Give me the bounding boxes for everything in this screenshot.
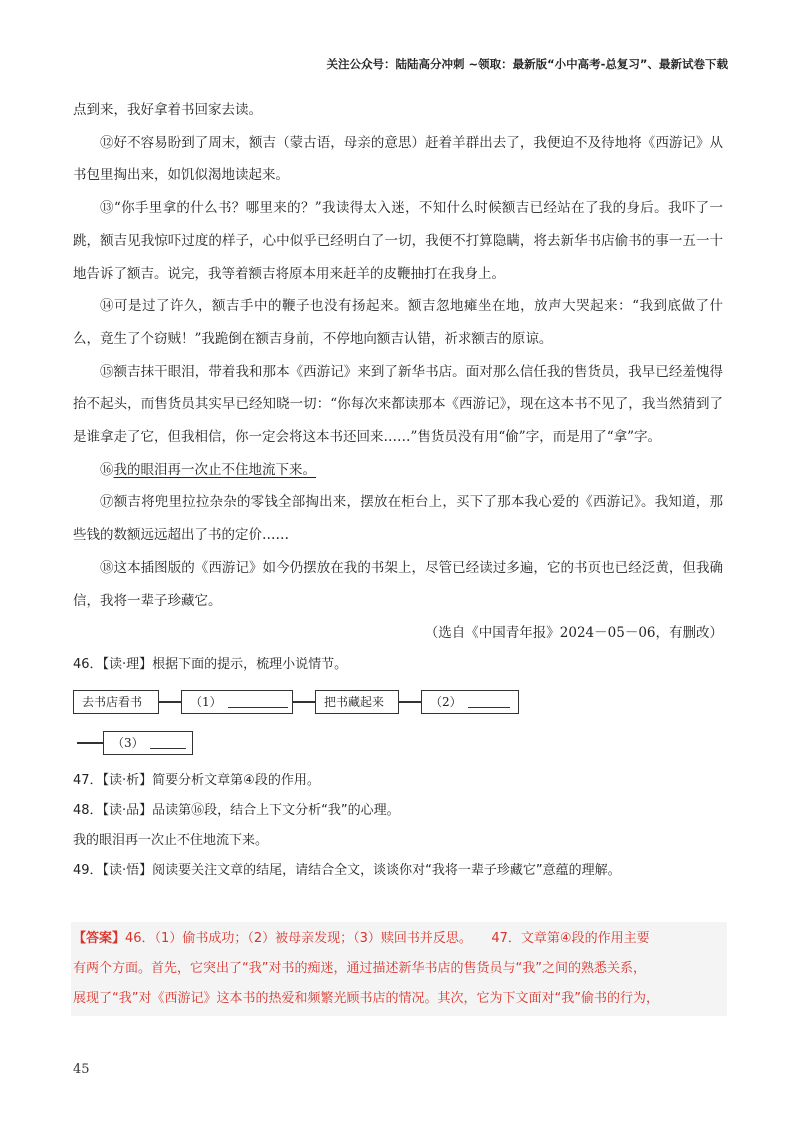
flow-box-1: 去书店看书 <box>73 690 159 714</box>
question-46: 46．【读·理】根据下面的提示，梳理小说情节。 <box>73 657 348 672</box>
questions <box>73 654 733 676</box>
answer-line-2: 有两个方面。首先，它突出了“我”对书的痴迷，通过描述新华书店的售货员与“我”之间的熟悉关系， <box>73 961 646 976</box>
plot-flowchart <box>73 690 533 758</box>
paragraph-16 <box>73 454 723 487</box>
paragraph-16-underlined: 我的眼泪再一次止不住地流下来。 <box>113 461 316 478</box>
paragraph-12: ⑫好不容易盼到了周末，额吉（蒙古语，母亲的意思）赶着羊群出去了，我便迫不及待地将《西游记》从书包里掏出来，如饥似渴地读起来。 <box>73 134 723 184</box>
flow-box-4 <box>421 690 519 714</box>
paragraph-15: ⑮额吉抹干眼泪，带着我和那本《西游记》来到了新华书店。面对那么信任我的售货员，我早已经羞愧得抬不起头，而售货员其实早已经知晓一切：“你每次来都读那本《西游记》，现在这本书不见了，我当然猜到了是谁拿走了它，但我相信，你一定会将这本书还回来……”售货员没有用“偷”字，而是用了“拿”字。 <box>73 363 723 446</box>
answer-line-3: 展现了“我”对《西游记》这本书的热爱和频繁光顾书店的情况。其次，它为下文面对“我”偷书的行为， <box>73 991 659 1006</box>
flow-box-3: 把书藏起来 <box>315 690 399 714</box>
source-citation: （选自《中国青年报》2024－05－06，有删改） <box>424 625 723 642</box>
question-49: 49．【读·悟】阅读要关注文章的结尾，请结合全文，谈谈你对“我将一辈子珍藏它”意蕴的理解。 <box>73 863 621 878</box>
paragraph-14: ⑭可是过了许久，额吉手中的鞭子也没有扬起来。额吉忽地瘫坐在地，放声大哭起来：“我到底做了什么，竟生了个窃贼！”我跪倒在额吉身前，不停地向额吉认错，祈求额吉的原谅。 <box>73 298 723 347</box>
paragraph-18: ⑱这本插图版的《西游记》如今仍摆放在我的书架上，尽管已经读过多遍，它的书页也已经泛黄，但我确信，我将一辈子珍藏它。 <box>73 559 723 609</box>
answer-tag: 【答案】 <box>73 931 126 946</box>
questions-continued <box>73 770 733 882</box>
question-48-quote: 我的眼泪再一次止不住地流下来。 <box>73 833 269 848</box>
flow-connector <box>77 742 103 744</box>
answer-blank[interactable] <box>468 693 510 708</box>
flow-connector <box>159 701 181 703</box>
page-header: 关注公众号：陆陆高分冲刺 ~领取：最新版“小中高考-总复习”、最新试卷下载 <box>326 57 728 71</box>
flow-box-4-label: （2） <box>430 695 462 709</box>
question-48: 48．【读·品】品读第⑯段，结合上下文分析“我”的心理。 <box>73 803 400 818</box>
question-47: 47．【读·析】简要分析文章第④段的作用。 <box>73 773 320 788</box>
answer-blank[interactable] <box>228 693 288 708</box>
paragraph-17: ⑰额吉将兜里拉拉杂杂的零钱全部掏出来，摆放在柜台上，买下了那本我心爱的《西游记》。我知道，那些钱的数额远远超出了书的定价…… <box>73 494 723 544</box>
flow-box-2 <box>181 690 293 714</box>
flow-box-5 <box>103 731 193 755</box>
paragraph-16-number: ⑯ <box>100 461 114 478</box>
answer-line-1 <box>73 924 725 954</box>
flow-box-2-label: （1） <box>190 695 222 709</box>
answer-line-1-text: 46．（1）偷书成功；（2）被母亲发现；（3）赎回书并反思。 47．文章第④段的作用主要 <box>125 931 650 946</box>
page-number: 45 <box>73 1062 90 1077</box>
paragraph-11-tail: 点到来，我好拿着书回家去读。 <box>73 102 262 118</box>
flow-box-5-label: （3） <box>112 736 144 750</box>
flow-connector <box>399 701 421 703</box>
flow-connector <box>293 701 315 703</box>
answer-blank[interactable] <box>150 734 186 749</box>
answer-block <box>71 922 727 1016</box>
story-text <box>73 94 723 649</box>
paragraph-13: ⑬“你手里拿的什么书？哪里来的？”我读得太入迷，不知什么时候额吉已经站在了我的身后。我吓了一跳，额吉见我惊吓过度的样子，心中似乎已经明白了一切，我便不打算隐瞒，将去新华书店偷书的事一五一十地告诉了额吉。说完，我等着额吉将原本用来赶羊的皮鞭抽打在我身上。 <box>73 200 723 282</box>
